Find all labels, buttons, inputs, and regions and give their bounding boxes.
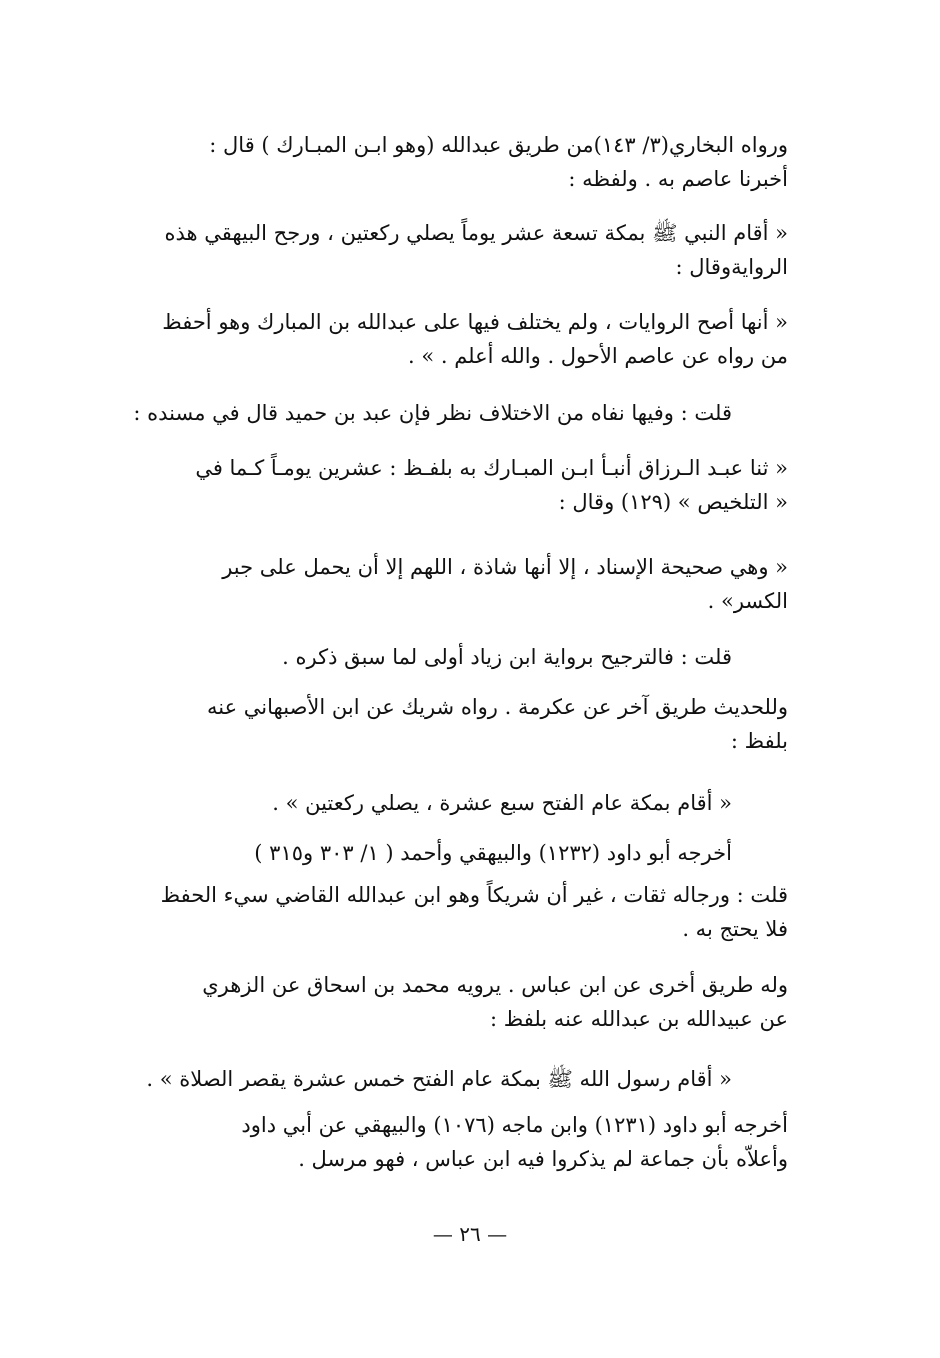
paragraph <box>108 968 788 1036</box>
paragraph <box>108 216 788 284</box>
text-line: « أقام رسول الله ﷺ بمكة عام الفتح خمس عشرة يقصر الصلاة » . <box>146 1067 732 1091</box>
text-line: قلت : ورجاله ثقات ، غير أن شريكاً وهو ابن عبدالله القاضي سيء الحفظ <box>160 883 788 907</box>
text-line: « أنها أصح الروايات ، ولم يختلف فيها على عبدالله بن المبارك وهو أحفظ <box>162 310 788 334</box>
text-line: وللحديث طريق آخر عن عكرمة . رواه شريك عن ابن الأصبهاني عنه <box>207 695 788 719</box>
text-line: الروايةوقال : <box>675 255 788 279</box>
paragraph <box>132 786 732 820</box>
text-line: أخرجه أبو داود (١٢٣١) وابن ماجه (١٠٧٦) والبيهقي عن أبي داود <box>241 1113 788 1137</box>
paragraph <box>108 1108 788 1176</box>
text-line: قلت : وفيها نفاه من الاختلاف نظر فإن عبد بن حميد قال في مسنده : <box>133 401 732 425</box>
paragraph <box>108 305 788 373</box>
text-line: قلت : فالترجيح برواية ابن زياد أولى لما سبق ذكره . <box>282 645 732 669</box>
paragraph <box>108 128 788 196</box>
paragraph <box>132 396 732 430</box>
page-number: — ٢٦ — <box>432 1222 508 1246</box>
text-line: أخبرنا عاصم به . ولفظه : <box>568 167 788 191</box>
paragraph <box>108 878 788 946</box>
text-line: « ثنا عبـد الـرزاق أنبـأ ابـن المبـارك به بلفـظ : عشرين يومـاً كـما في <box>195 456 788 480</box>
text-line: الكسر» . <box>707 589 788 613</box>
text-line: من رواه عن عاصم الأحول . والله أعلم . » . <box>407 344 788 368</box>
paragraph <box>132 1062 732 1096</box>
text-line: « أقام بمكة عام الفتح سبع عشرة ، يصلي ركعتين » . <box>272 791 732 815</box>
text-line: أخرجه أبو داود (١٢٣٢) والبيهقي وأحمد ( ١/ ٣٠٣ و٣١٥ ) <box>254 841 732 865</box>
text-line: « وهي صحيحة الإسناد ، إلا أنها شاذة ، اللهم إلا أن يحمل على جبر <box>222 555 788 579</box>
paragraph <box>108 690 788 758</box>
paragraph <box>108 451 788 519</box>
paragraph <box>108 550 788 618</box>
paragraph <box>132 640 732 674</box>
text-line: فلا يحتج به . <box>682 917 788 941</box>
text-line: « أقام النبي ﷺ بمكة تسعة عشر يوماً يصلي ركعتين ، ورجح البيهقي هذه <box>164 221 788 245</box>
paragraph <box>132 836 732 870</box>
text-line: عن عبيدالله بن عبدالله عنه بلفظ : <box>490 1007 788 1031</box>
text-line: « التلخيص » (١٢٩) وقال : <box>558 490 788 514</box>
text-line: وأعلاّه بأن جماعة لم يذكروا فيه ابن عباس ، فهو مرسل . <box>298 1147 788 1171</box>
text-line: وله طريق أخرى عن ابن عباس . يرويه محمد بن اسحاق عن الزهري <box>202 973 788 997</box>
text-line: ورواه البخاري(٣/ ١٤٣)من طريق عبدالله (وهو ابـن المبـارك ) قال : <box>209 133 788 157</box>
text-line: بلفظ : <box>730 729 788 753</box>
